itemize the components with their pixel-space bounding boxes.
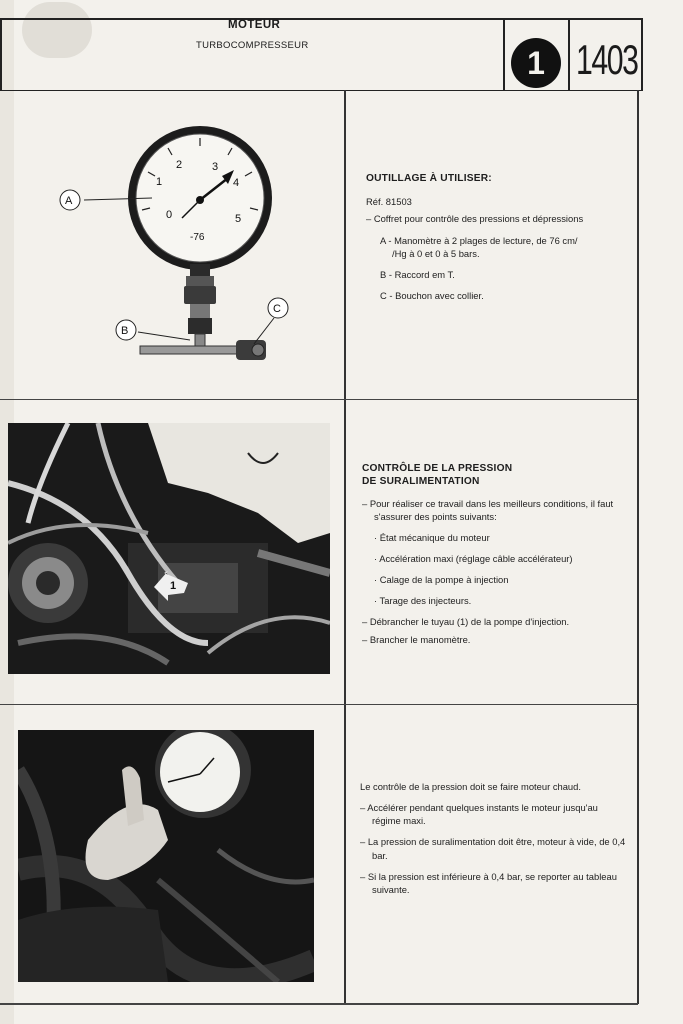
boost-heading-line1: CONTRÔLE DE LA PRESSION: [362, 463, 513, 474]
gauge-in-hand-photo: [18, 730, 314, 982]
scale-label: 2: [176, 159, 183, 171]
chapter-badge: 1: [511, 38, 561, 88]
pressure-gauge-figure: [40, 118, 310, 388]
tooling-reference: Réf. 81503: [366, 196, 412, 208]
row-divider-2: [0, 704, 638, 705]
scale-label: -76: [190, 232, 205, 243]
row-divider-1: [0, 399, 638, 400]
step-disconnect-hose: – Débrancher le tuyau (1) de la pompe d'injection.: [362, 616, 570, 628]
final-check-intro: Le contrôle de la pression doit se faire moteur chaud.: [360, 781, 581, 792]
page-title: MOTEUR: [228, 19, 281, 31]
scale-label: 3: [212, 161, 219, 173]
tooling-item-a: A - Manomètre à 2 plages de lecture, de 76 cm/: [380, 234, 578, 246]
scale-label: 5: [235, 213, 242, 225]
photo-callout-1: 1: [170, 580, 177, 592]
tooling-heading: OUTILLAGE À UTILISER:: [366, 173, 492, 184]
tooling-item-b: B - Raccord em T.: [380, 268, 455, 280]
tooling-item-c: C - Bouchon avec collier.: [380, 290, 484, 302]
boost-check-section: [362, 462, 628, 654]
final-check-step: – Accélérer pendant quelques instants le moteur jusqu'au régime maxi.: [360, 802, 598, 827]
bottom-border: [0, 1003, 638, 1005]
final-check-step: – La pression de suralimentation doit être, moteur à vide, de 0,4 bar.: [360, 836, 626, 861]
check-point: · État mécanique du moteur: [374, 531, 490, 543]
boost-heading-line2: DE SURALIMENTATION: [362, 476, 480, 488]
check-point: · Accélération maxi (réglage câble accélérateur): [374, 552, 573, 564]
check-point: · Calage de la pompe à injection: [374, 574, 509, 586]
callout-c-label: C: [273, 303, 281, 315]
step-connect-gauge: – Brancher le manomètre.: [362, 633, 471, 645]
scale-label: 1: [156, 176, 163, 188]
engine-bay-photo: [8, 423, 330, 674]
tooling-intro: – Coffret pour contrôle des pressions et dépressions: [366, 213, 584, 225]
callout-a-label: A: [65, 195, 73, 207]
tooling-item-a-cont: /Hg à 0 et 0 à 5 bars.: [392, 247, 480, 259]
page-number: 1403: [576, 36, 638, 83]
scale-label: 4: [233, 177, 240, 189]
right-border: [637, 90, 639, 1004]
final-check-step: – Si la pression est inférieure à 0,4 bar, se reporter au tableau suivante.: [360, 870, 617, 895]
final-check-section: [360, 780, 628, 904]
page-subtitle: TURBOCOMPRESSEUR: [196, 40, 309, 51]
column-divider: [344, 90, 346, 1004]
check-point: · Tarage des injecteurs.: [374, 595, 472, 607]
callout-b-label: B: [121, 325, 129, 337]
tooling-section: [366, 172, 628, 310]
scale-label: 0: [166, 209, 173, 221]
boost-intro: – Pour réaliser ce travail dans les meilleurs conditions, il faut s'assurer des points suivants:: [362, 497, 614, 522]
